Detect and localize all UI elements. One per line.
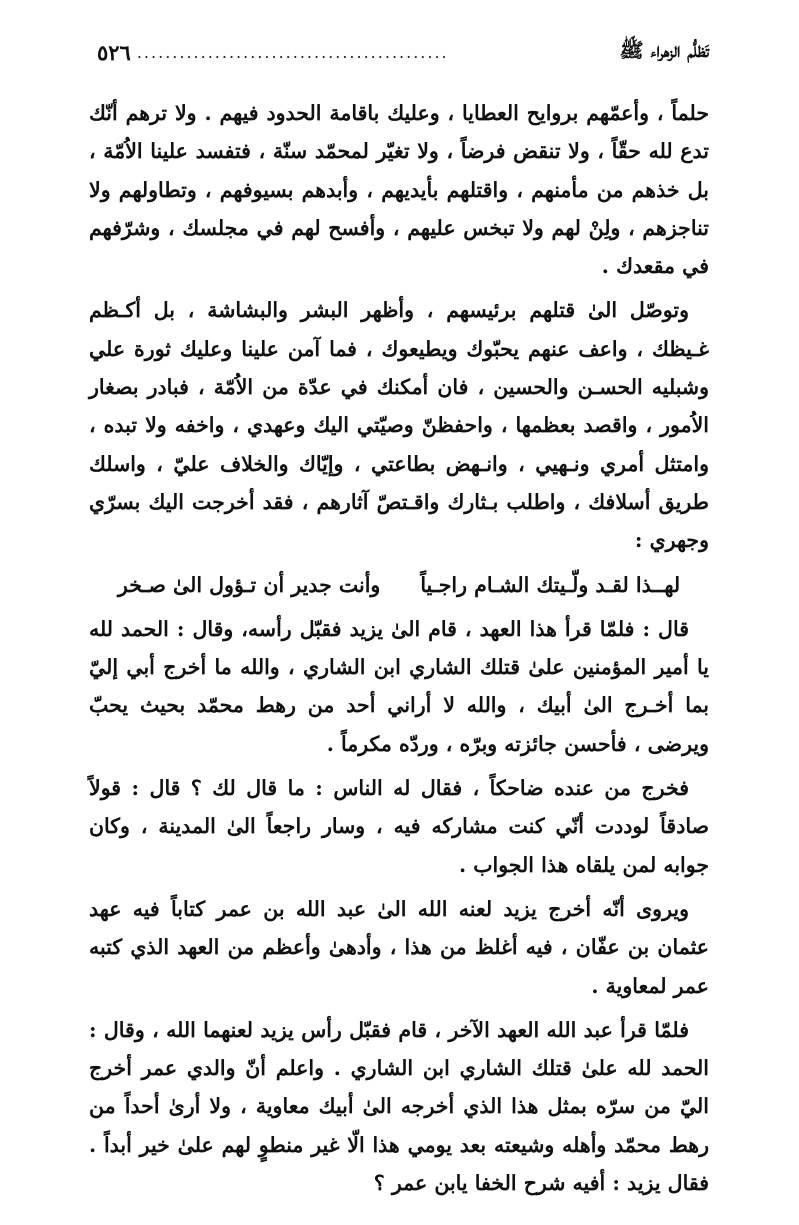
paragraph: فلمّا قرأ عبد الله العهد الآخر ، قام فقبّل رأس يزيد لعنهما الله ، وقال : الحمد لله علىٰ قتلك الشاري ابن الشاري . واعلم أنّ والدي عمر أخرج اليّ من سرّه بمثل هذا الذي أخرجه الىٰ أبيك معاوية ، ولا أرىٰ أحداً من رهط محمّد وأهله وشيعته بعد يومي هذا الّا غير منطوٍ لهم علىٰ خير أبداً . فقال يزيد : أفيه شرح الخفا يابن عمر ؟ <box>89 1017 709 1196</box>
paragraph: وتوصّل الىٰ قتلهم برئيسهم ، وأظهر البشر والبشاشة ، بل أكـظم غـيظك ، واعف عنهم يحبّوك ويطيعوك ، فما آمن علينا وعليك ثورة علي وشبليه الحسـن والحسين ، فان أمكنك في عدّة من الاُمّة ، فبادر بصغار الاُمور ، واقصد بعظمها ، واحفظنّ وصيّتي اليك وعهدي ، واخفه ولا تبده ، وامتثل أمري ونـهيي ، وانـهض بطاعتي ، وإيّاك والخلاف عليّ ، واسلك طريق أسلافك ، واطلب بـثارك واقـتصّ آثارهم ، فقد أخرجت اليك بسرّي وجهري : <box>89 298 709 553</box>
paragraph: ويروى أنّه أخرج يزيد لعنه الله الىٰ عبد الله بن عمر كتاباً فيه عهد عثمان بن عفّان ، فيه أغلظ من هذا ، وأدهىٰ وأعظم من العهد الذي كتبه عمر لمعاوية . <box>89 896 709 998</box>
running-title: تَظلُّم الزهراء ﷺ <box>619 37 709 62</box>
paragraph: حلماً ، وأعمّهم بروايح العطايا ، وعليك باقامة الحدود فيهم . ولا ترهم أنّك تدع لله حقّاً ، ولا تنقض فرضاً ، ولا تغيّر لمحمّد سنّة ، فتفسد علينا الاُمّة ، بل خذهم من مأمنهم ، واقتلهم بأيديهم ، وأبدهم بسيوفهم ، وتطاولهم ولا تناجزهم ، ولِنْ لهم ولا تبخس عليهم ، وأفسح لهم في مجلسك ، وشرّفهم في مقعدك . <box>89 101 709 279</box>
paragraph: فخرج من عنده ضاحكاً ، فقال له الناس : ما قال لك ؟ قال : قولاً صادقاً لوددت أنّي كنت مشاركه فيه ، وسار راجعاً الىٰ المدينة ، وكان جوابه لمن يلقاه هذا الجواب . <box>89 776 709 877</box>
verse-first-hemistich: لهــذا لقـد ولّـيتك الشـام راجـياً <box>420 572 681 597</box>
page-header <box>89 32 709 72</box>
page-body <box>89 94 709 1208</box>
page-number: ٥٢٦ <box>97 39 131 65</box>
paragraph: قال : فلمّا قرأ هذا العهد ، قام الىٰ يزيد فقبّل رأسه، وقال : الحمد لله يا أمير المؤمنين علىٰ قتلك الشاري ابن الشاري ، والله ما أخرج أبي إليّ بما أخـرج الىٰ أبيك ، والله لا أراني أحد من رهط محمّد بحيث يحبّ ويرضى ، فأحسن جائزته وبرّه ، وردّه مكرماً . <box>89 616 709 756</box>
header-dot-leader: ............................................ <box>136 42 449 62</box>
poetry-verse <box>89 566 709 604</box>
verse-second-hemistich: وأنت جدير أن تـؤول الىٰ صـخر <box>117 572 381 597</box>
